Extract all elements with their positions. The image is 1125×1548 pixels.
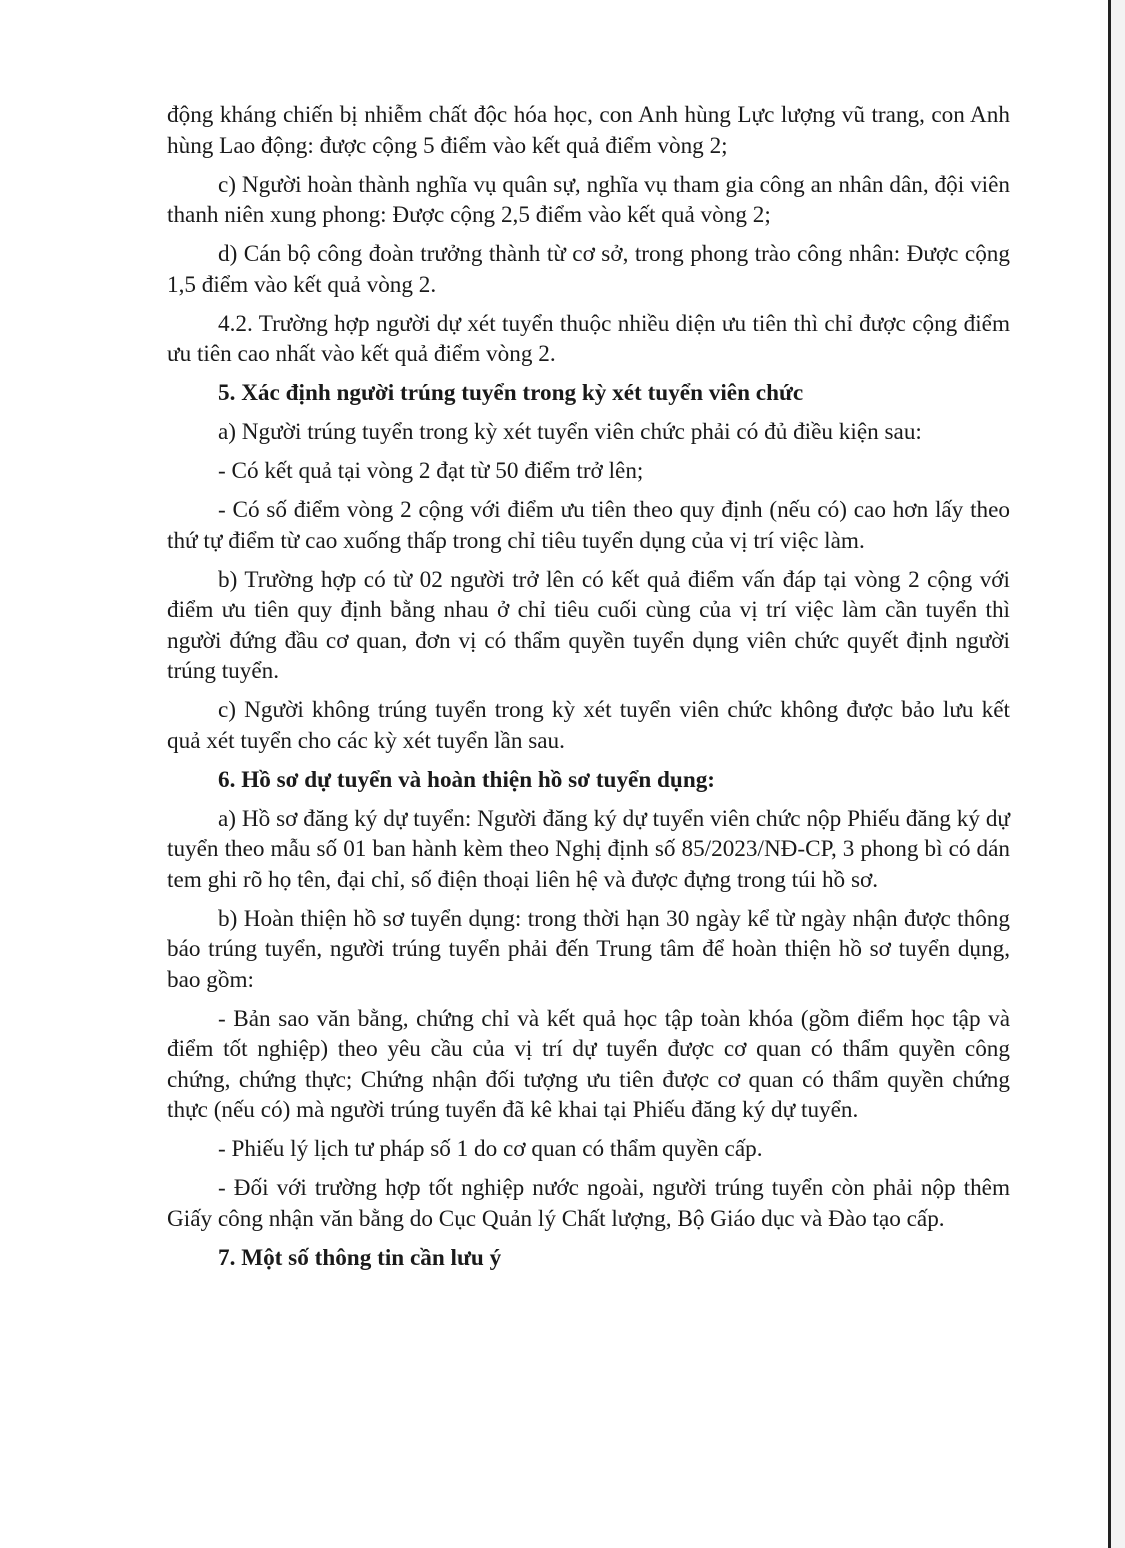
paragraph-5c-no-reserve: c) Người không trúng tuyển trong kỳ xét tuyển viên chức không được bảo lưu kết quả xét tuyển cho các kỳ xét tuyển lần sau. [167,697,1010,754]
heading-section-6: 6. Hồ sơ dự tuyển và hoàn thiện hồ sơ tuyển dụng: [218,766,716,793]
paragraph-6b-bullet-foreign-degree: - Đối với trường hợp tốt nghiệp nước ngoài, người trúng tuyển còn phải nộp thêm Giấy công nhận văn bằng do Cục Quản lý Chất lượng, Bộ Giáo dục và Đào tạo cấp. [167,1175,1010,1232]
paragraph-6b-bullet-criminal-record: - Phiếu lý lịch tư pháp số 1 do cơ quan có thẩm quyền cấp. [218,1136,763,1162]
paragraph-item-d-union: d) Cán bộ công đoàn trưởng thành từ cơ sở, trong phong trào công nhân: Được cộng 1,5 điểm vào kết quả vòng 2. [167,241,1010,298]
paragraph-6b-bullet-diplomas: - Bản sao văn bằng, chứng chỉ và kết quả học tập toàn khóa (gồm điểm học tập và điểm tốt nghiệp) theo yêu cầu của vị trí dự tuyển được cơ quan có thẩm quyền công chứng, chứng thực; Chứng nhận đối tượng ưu tiên được cơ quan có thẩm quyền chứng thực (nếu có) mà người trúng tuyển đã kê khai tại Phiếu đăng ký dự tuyển. [167,1005,1010,1123]
page-right-margin [1111,0,1125,1548]
document-body [167,100,1010,1282]
heading-section-5: 5. Xác định người trúng tuyển trong kỳ xét tuyển viên chức [218,380,804,406]
paragraph-5a-conditions: a) Người trúng tuyển trong kỳ xét tuyển viên chức phải có đủ điều kiện sau: [218,419,922,445]
paragraph-6b-completion: b) Hoàn thiện hồ sơ tuyển dụng: trong thời hạn 30 ngày kể từ ngày nhận được thông báo trúng tuyển, người trúng tuyển phải đến Trung tâm để hoàn thiện hồ sơ tuyển dụng, bao gồm: [167,905,1010,993]
paragraph-5a-bullet-2: - Có số điểm vòng 2 cộng với điểm ưu tiên theo quy định (nếu có) cao hơn lấy theo thứ tự điểm từ cao xuống thấp trong chỉ tiêu tuyển dụng của vị trí việc làm. [167,497,1010,554]
paragraph-5b-tie: b) Trường hợp có từ 02 người trở lên có kết quả điểm vấn đáp tại vòng 2 cộng với điểm ưu tiên quy định bằng nhau ở chỉ tiêu cuối cùng của vị trí việc làm cần tuyển thì người đứng đầu cơ quan, đơn vị có thẩm quyền tuyển dụng viên chức quyết định người trúng tuyển. [167,566,1010,684]
paragraph-6a-application: a) Hồ sơ đăng ký dự tuyển: Người đăng ký dự tuyển viên chức nộp Phiếu đăng ký dự tuyển theo mẫu số 01 ban hành kèm theo Nghị định số 85/2023/NĐ-CP, 3 phong bì có dán tem ghi rõ họ tên, đại chỉ, số điện thoại liên hệ và được đựng trong túi hồ sơ. [167,805,1010,893]
paragraph-5a-bullet-1: - Có kết quả tại vòng 2 đạt từ 50 điểm trở lên; [218,458,644,484]
paragraph-priority-heroes: động kháng chiến bị nhiễm chất độc hóa học, con Anh hùng Lực lượng vũ trang, con Anh hùng Lao động: được cộng 5 điểm vào kết quả điểm vòng 2; [167,102,1010,159]
paragraph-4-2-multiple-priority: 4.2. Trường hợp người dự xét tuyển thuộc nhiều diện ưu tiên thì chỉ được cộng điểm ưu tiên cao nhất vào kết quả điểm vòng 2. [167,310,1010,367]
heading-section-7: 7. Một số thông tin cần lưu ý [218,1244,502,1271]
paragraph-item-c-military: c) Người hoàn thành nghĩa vụ quân sự, nghĩa vụ tham gia công an nhân dân, đội viên thanh niên xung phong: Được cộng 2,5 điểm vào kết quả vòng 2; [167,171,1010,228]
